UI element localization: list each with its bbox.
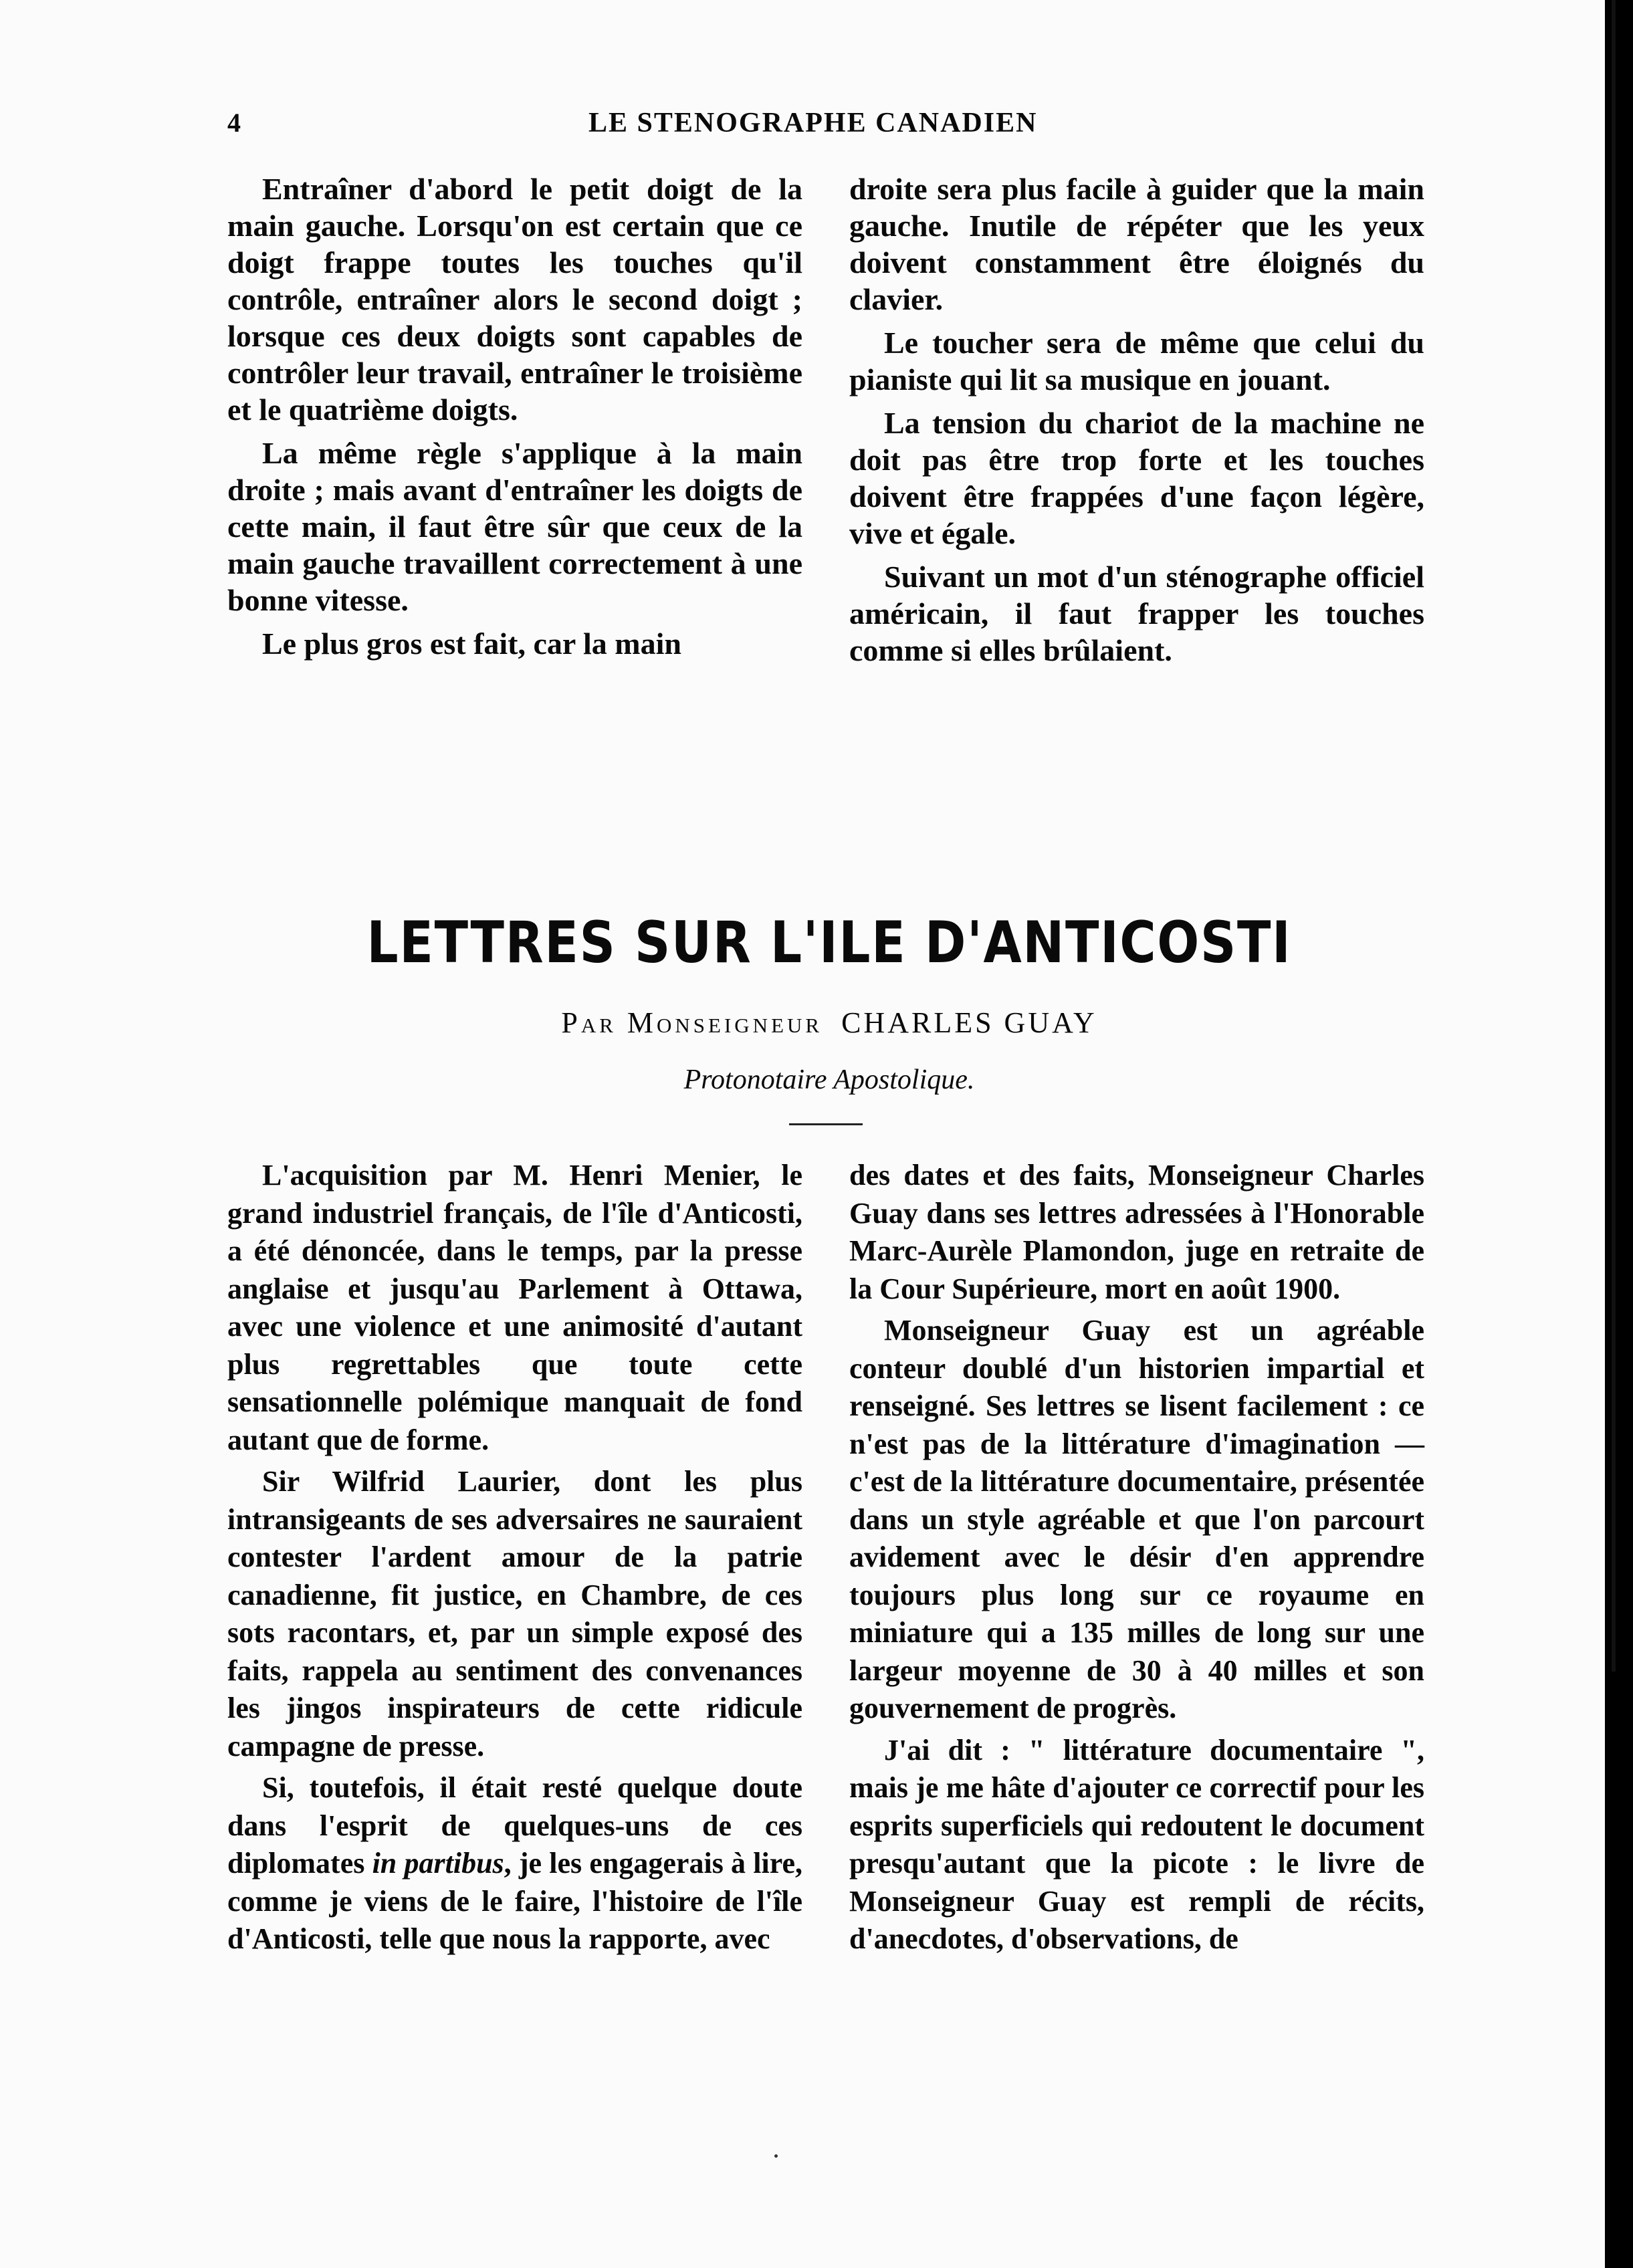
- byline: [227, 1006, 1431, 1040]
- paragraph: La même règle s'applique à la main droite ; mais avant d'entraîner les doigts de cette main, il faut être sûr que ceux de la main gauche travaillent correctement à une bonne vitesse.: [227, 436, 802, 617]
- paragraph: Monseigneur Guay est un agréable conteur doublé d'un historien impartial et renseigné. Ses lettres se lisent facilement : ce n'est pas de la littérature d'imagination — c'est de la littérature documentaire, présentée dans un style agréable et que l'on parcourt avidement avec le désir d'en apprendre toujours plus long sur ce royaume en miniature qui a 135 milles de long sur une largeur moyenne de 30 à 40 milles et son gouvernement de progrès.: [849, 1314, 1424, 1724]
- italic-phrase: in partibus: [372, 1847, 504, 1880]
- paragraph: Suivant un mot d'un sténographe officiel américain, il faut frapper les touches comme si elles brûlaient.: [849, 560, 1424, 667]
- scan-edge-line: [1612, 0, 1616, 1672]
- paragraph: Entraîner d'abord le petit doigt de la main gauche. Lorsqu'on est certain que ce doigt frappe toutes les touches qu'il contrôle, entraîner alors le second doigt ; lorsque ces deux doigts sont capables de contrôler leur travail, entraîner le troisième et le quatrième doigts.: [227, 172, 802, 427]
- article-heading: [227, 909, 1431, 1096]
- paragraph: Sir Wilfrid Laurier, dont les plus intransigeants de ses adversaires ne sauraient contester l'ardent amour de la patrie canadienne, fit justice, en Chambre, de ces sots racontars, et, par un simple exposé des faits, rappela au sentiment des convenances les jingos inspirateurs de cette ridicule campagne de presse.: [227, 1465, 802, 1763]
- article-left-column: [227, 1157, 802, 1958]
- running-title: LE STENOGRAPHE CANADIEN: [588, 108, 1038, 138]
- author-role: Protonotaire Apostolique.: [683, 1064, 975, 1095]
- paragraph: J'ai dit : " littérature documentaire ", mais je me hâte d'ajouter ce correctif pour les esprits superficiels qui redoutent le document presqu'autant que la picote : le livre de Monseigneur Guay est rempli de récits, d'anecdotes, d'observations, de: [849, 1733, 1424, 1955]
- paragraph: droite sera plus facile à guider que la main gauche. Inutile de répéter que les yeux doivent constamment être éloignés du clavier.: [849, 172, 1424, 316]
- top-right-column: [849, 171, 1424, 669]
- byline-prefix: Par Monseigneur: [561, 1006, 823, 1039]
- paragraph: des dates et des faits, Monseigneur Charles Guay dans ses lettres adressées à l'Honorable Marc-Aurèle Plamondon, juge en retraite de la Cour Supérieure, mort en août 1900.: [849, 1159, 1424, 1305]
- paragraph: Le plus gros est fait, car la main: [262, 627, 681, 661]
- paragraph: L'acquisition par M. Henri Menier, le grand industriel français, de l'île d'Anticosti, a été dénoncée, dans le temps, par la presse anglaise et jusqu'au Parlement à Ottawa, avec une violence et une animosité d'autant plus regrettables que toute cette sensationnelle polémique manquait de fond autant que de forme.: [227, 1159, 802, 1456]
- text-run: Si, toutefois, il était resté quelque doute dans l'esprit de quelques-uns de ces diplomates: [227, 1771, 802, 1880]
- scan-border: [1605, 0, 1633, 2268]
- paragraph: Le toucher sera de même que celui du pianiste qui lit sa musique en jouant.: [849, 326, 1424, 396]
- text-run: , je les engagerais à lire, comme je viens de le faire, l'histoire de l'île d'Anticosti, telle que nous la rapporte, avec: [227, 1847, 802, 1955]
- paragraph: La tension du chariot de la machine ne doit pas être trop forte et les touches doivent être frappées d'une façon légère, vive et égale.: [849, 406, 1424, 550]
- article-right-column: [849, 1157, 1424, 1958]
- top-left-column: [227, 171, 802, 662]
- paragraph: [227, 1769, 802, 1958]
- author-name: CHARLES GUAY: [841, 1006, 1097, 1039]
- page-number: 4: [227, 108, 241, 138]
- article-title: LETTRES SUR L'ILE D'ANTICOSTI: [366, 909, 1292, 976]
- print-speck: [774, 2154, 778, 2158]
- divider-rule: [789, 1123, 863, 1125]
- page-header: [227, 107, 1431, 140]
